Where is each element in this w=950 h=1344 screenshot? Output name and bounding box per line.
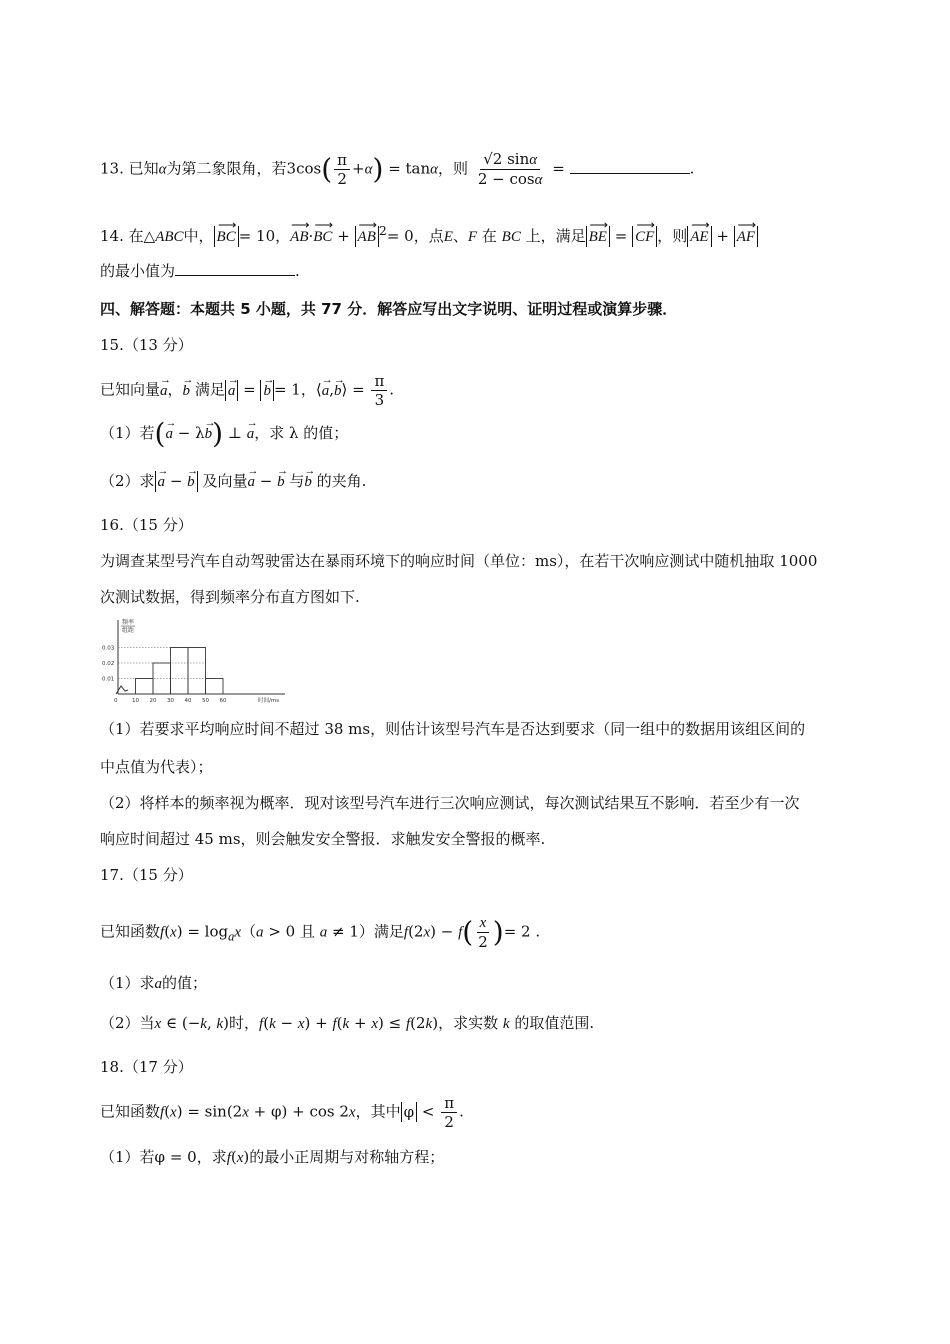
question-18-part1: （1）若φ = 0，求f(x)的最小正周期与对称轴方程； [100,1148,445,1166]
x-axis-label: 时间/ms [258,698,280,704]
question-16-part1-line2: 中点值为代表）； [100,758,213,776]
y-tick-label: 0.01 [102,676,115,683]
question-13: 13. 已知α为第二象限角，若3cos( $\frac{\pi}{2}$ +α) = tanα，则 $\frac{√2 \sin\alpha}{2 - \cos\alpha}$ = . [100,150,695,188]
section-heading: 四、解答题：本题共 5 小题，共 77 分．解答应写出文字说明、证明过程或演算步骤． [100,300,678,318]
question-17-part2: （2）当x ∈ (−k, k)时，f(k − x) + f(k + x) ≤ f(2k)，求实数 k 的取值范围. [100,1014,595,1032]
question-14: 14. 在△ABC中，⟶ BC = 10，⟶ AB·⟶ BC + ⟶ AB $^2$= 0，点E、F 在 BC 上，满足⟶ BE = ⟶ CF ，则⟶ AE + ⟶ AF [100,220,758,248]
question-17-header: 17.（15 分） [100,866,193,884]
frequency-histogram [100,616,300,708]
y-tick-label: 0.03 [102,645,115,652]
histogram-bar [206,679,224,695]
y-axis-label-bottom: 组距 [122,627,135,634]
x-tick-label: 40 [184,698,192,704]
question-18-header: 18.（17 分） [100,1058,193,1076]
y-axis-label-top: 频率 [122,619,135,626]
question-16-header: 16.（15 分） [100,516,193,534]
question-17-part1: （1）求a的值； [100,974,208,992]
question-16-part1-line1: （1）若要求平均响应时间不超过 38 ms，则估计该型号汽车是否达到要求（同一组中的数据用该组区间的 [100,720,806,738]
y-tick-label: 0.02 [102,661,115,667]
question-16-line2: 次测试数据，得到频率分布直方图如下. [100,588,360,606]
question-15-part2: （2）求→ a − → b 及向量→ a − → b 与→ b 的夹角. [100,470,366,493]
histogram-bar [136,679,154,695]
origin-label: 0 [114,698,118,704]
x-tick-label: 50 [202,698,209,704]
question-15-stem: 已知向量→ a，→ b 满足→ a = → b = 1，⟨→ a,→ b⟩ = $\frac{\pi}{3}$ . [100,372,394,409]
x-tick-label: 30 [167,698,174,704]
question-18-stem: 已知函数f(x) = sin(2x + φ) + cos 2x，其中 φ < $\frac{\pi}{2}$ . [100,1094,464,1131]
question-15-header: 15.（13 分） [100,336,193,354]
answer-blank [570,173,690,174]
question-16-part2-line1: （2）将样本的频率视为概率．现对该型号汽车进行三次响应测试，每次测试结果互不影响．若至少有一次 [100,794,800,812]
question-16-part2-line2: 响应时间超过 45 ms，则会触发安全警报．求触发安全警报的概率. [100,830,546,848]
x-tick-label: 10 [132,698,139,704]
question-17-stem: 已知函数$f(x) = \log_ax(a > 0$ 且 a ≠ 1）满足f(2x) − f( $\frac{x}{2}$ )= 2 . [100,915,541,951]
histogram-bar [188,648,206,695]
histogram-bar [171,648,189,695]
x-tick-label: 20 [149,698,157,704]
answer-blank [175,275,295,276]
question-16-line1: 为调查某型号汽车自动驾驶雷达在暴雨环境下的响应时间（单位：ms），在若干次响应测试中随机抽取 1000 [100,552,818,570]
x-tick-label: 60 [219,698,227,704]
question-15-part1: （1）若(→ a − λ→ b) ⊥ → a，求 λ 的值； [100,422,348,445]
histogram-bar [153,663,171,694]
question-14-line2: 的最小值为 . [100,262,300,280]
